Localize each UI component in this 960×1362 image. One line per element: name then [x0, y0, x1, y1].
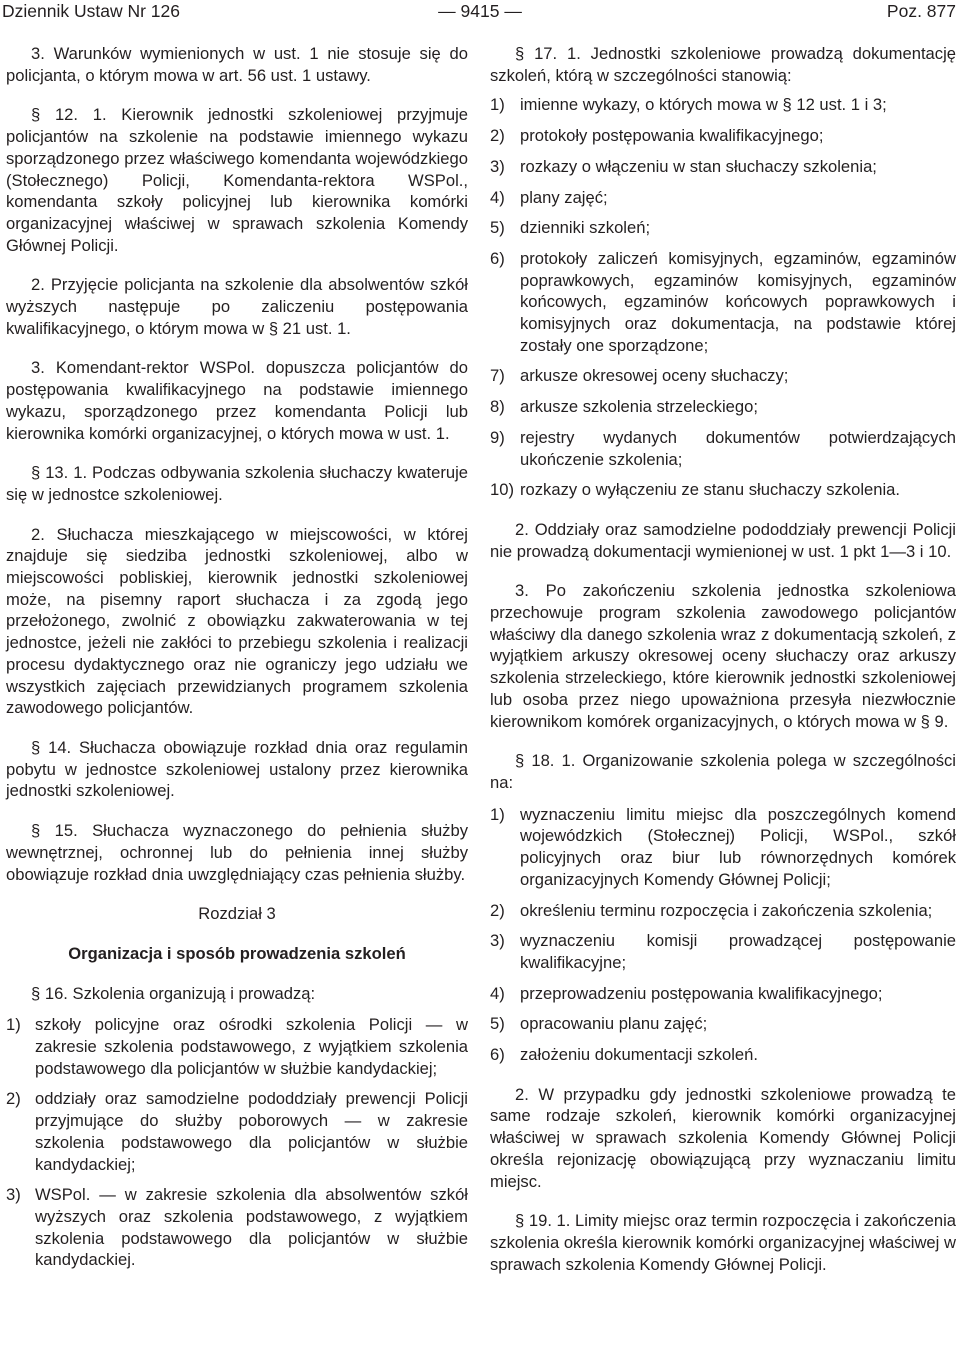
list-item-number: 4)	[490, 983, 505, 1003]
list-item-number: 1)	[490, 95, 505, 115]
list-item-text: imienne wykazy, o których mowa w § 12 ust. 1 i 3;	[520, 95, 887, 115]
chapter-title: Organizacja i sposób prowadzenia szkoleń	[68, 943, 406, 963]
list-item-text: założeniu dokumentacji szkoleń.	[520, 1045, 758, 1065]
list-section-18	[490, 804, 956, 1066]
list-item-number: 2)	[6, 1089, 21, 1109]
list-item-number: 8)	[490, 397, 505, 417]
list-item-text: określeniu terminu rozpoczęcia i zakończenia szkolenia;	[520, 900, 933, 920]
paragraph: 2. Oddziały oraz samodzielne pododdziały prewencji Policji nie prowadzą dokumentacji wymienionej w ust. 1 pkt 1—3 i 10.	[490, 519, 956, 561]
list-item	[490, 479, 956, 501]
list-item-text: wyznaczeniu komisji prowadzącej postępowanie kwalifikacyjne;	[520, 931, 956, 972]
list-item	[490, 804, 956, 891]
list-item-number: 3)	[6, 1185, 21, 1205]
section-15: § 15. Słuchacza wyznaczonego do pełnienia służby wewnętrznej, ochronnej lub do pełnienia innej służby obowiązuje rozkład dnia uwzględniający czas pełnienia służby.	[6, 821, 468, 884]
list-item-number: 6)	[490, 1045, 505, 1065]
position-number: Poz. 877	[886, 1, 956, 21]
list-item-text: rozkazy o wyłączeniu ze stanu słuchaczy szkolenia.	[520, 480, 900, 500]
list-item-number: 4)	[490, 187, 505, 207]
section-17: § 17. 1. Jednostki szkoleniowe prowadzą dokumentację szkoleń, którą w szczególności stanowią:	[490, 44, 956, 85]
list-item-text: przeprowadzeniu postępowania kwalifikacyjnego;	[520, 983, 883, 1003]
list-item-number: 1)	[490, 804, 505, 824]
list-item	[490, 983, 956, 1005]
list-item-text: dzienniki szkoleń;	[520, 218, 651, 238]
section-12: § 12. 1. Kierownik jednostki szkoleniowej przyjmuje policjantów na szkolenie na podstawie imiennego wykazu sporządzonego przez właściwego komendanta wojewódzkiego (Stołecznego) Policji, Komendanta-rektora WSPol., komendanta szkoły policyjnej lub kierownika komórki organizacyjnej właściwej w sprawach szkolenia Komendy Głównej Policji.	[6, 105, 468, 255]
list-item	[490, 1013, 956, 1035]
list-item	[490, 900, 956, 922]
list-item-number: 7)	[490, 366, 505, 386]
list-item-text: arkusze okresowej oceny słuchaczy;	[520, 366, 789, 386]
paragraph: 3. Komendant-rektor WSPol. dopuszcza policjantów do postępowania kwalifikacyjnego na podstawie imiennego wykazu, sporządzonego przez komendanta Policji lub kierownika komórki organizacyjnej, o których mowa w ust. 1.	[6, 358, 468, 443]
list-item	[490, 217, 956, 239]
list-item-number: 3)	[490, 156, 505, 176]
list-item-text: wyznaczeniu limitu miejsc dla poszczególnych komend wojewódzkich (Stołecznej) Policji, WSPol., szkół policyjnych oraz biur lub równorzędnych komórek organizacyjnych Komendy Głównej Policji;	[520, 804, 956, 889]
section-14: § 14. Słuchacza obowiązuje rozkład dnia oraz regulamin pobytu w jednostce szkoleniowej ustalony przez kierownika jednostki szkoleniowej.	[6, 737, 468, 801]
paragraph: 2. W przypadku gdy jednostki szkoleniowe prowadzą te same rodzaje szkoleń, kierownik komórki organizacyjnej właściwej w sprawach szkolenia Komendy Głównej Policji określa rejonizację obowiązującą przy wyznaczaniu limitu miejsc.	[490, 1084, 956, 1191]
page-number: — 9415 —	[438, 1, 522, 21]
paragraph: 3. Warunków wymienionych w ust. 1 nie stosuje się do policjanta, o którym mowa w art. 56 ust. 1 ustawy.	[6, 44, 468, 85]
list-item-number: 1)	[6, 1015, 21, 1035]
list-item-number: 6)	[490, 248, 505, 268]
list-item	[490, 427, 956, 470]
list-item-number: 5)	[490, 1014, 505, 1034]
section-19: § 19. 1. Limity miejsc oraz termin rozpoczęcia i zakończenia szkolenia określa kierownik komórki organizacyjnej właściwej w sprawach szkolenia Komendy Głównej Policji.	[490, 1211, 956, 1274]
section-13: § 13. 1. Podczas odbywania szkolenia słuchaczy kwateruje się w jednostce szkoleniowej.	[6, 463, 468, 504]
list-item-text: rozkazy o włączeniu w stan słuchaczy szkolenia;	[520, 156, 877, 176]
page-header	[0, 0, 960, 22]
list-item-text: opracowaniu planu zajęć;	[520, 1014, 708, 1034]
list-item-text: oddziały oraz samodzielne pododdziały prewencji Policji przyjmujące do służby poborowych — w zakresie szkolenia podstawowego dla policjantów w służbie kandydackiej;	[35, 1089, 468, 1174]
list-item-text: rejestry wydanych dokumentów potwierdzających ukończenie szkolenia;	[520, 427, 956, 469]
list-item-number: 9)	[490, 427, 505, 447]
list-item	[6, 1014, 468, 1079]
list-item-number: 10)	[490, 480, 514, 500]
right-column	[490, 43, 956, 1275]
list-item	[490, 94, 956, 116]
paragraph: 2. Przyjęcie policjanta na szkolenie dla absolwentów szkół wyższych następuje po zaliczeniu postępowania kwalifikacyjnego, o którym mowa w § 21 ust. 1.	[6, 275, 468, 338]
chapter-number: Rozdział 3	[198, 904, 276, 924]
section-18: § 18. 1. Organizowanie szkolenia polega w szczególności na:	[490, 751, 956, 792]
list-item-text: plany zajęć;	[520, 187, 608, 207]
list-item-number: 2)	[490, 900, 505, 920]
list-item-text: protokoły postępowania kwalifikacyjnego;	[520, 126, 824, 146]
journal-name: Dziennik Ustaw Nr 126	[2, 1, 180, 21]
list-item-text: szkoły policyjne oraz ośrodki szkolenia Policji — w zakresie szkolenia podstawowego, z wyjątkiem szkolenia podstawowego dla policjantów w służbie kandydackiej;	[35, 1015, 468, 1078]
list-item-text: protokoły zaliczeń komisyjnych, egzaminów, egzaminów poprawkowych, egzaminów komisyjnych, egzaminów końcowych, egzaminów końcowych poprawkowych i komisyjnych oraz dokumentacja, na podstawie której zostały one sporządzone;	[520, 248, 956, 355]
list-item	[490, 187, 956, 209]
section-16: § 16. Szkolenia organizują i prowadzą:	[31, 983, 316, 1003]
list-item	[490, 1044, 956, 1066]
list-item	[490, 248, 956, 357]
list-item	[6, 1088, 468, 1175]
paragraph: 3. Po zakończeniu szkolenia jednostka szkoleniowa przechowuje program szkolenia zawodowego policjantów właściwy dla danego szkolenia wraz z dokumentacją szkoleń, z wyjątkiem arkuszy okresowej oceny słuchaczy oraz arkuszy szkolenia strzeleckiego, które kierownik jednostki szkoleniowej lub osoba przez niego upoważniona przesyła niezwłocznie kierownikom komórek organizacyjnych, o których mowa w § 9.	[490, 581, 956, 731]
list-item	[490, 156, 956, 178]
list-item	[6, 1184, 468, 1271]
list-section-17	[490, 94, 956, 501]
list-item-number: 2)	[490, 126, 505, 146]
left-column	[6, 43, 468, 1271]
paragraph: 2. Słuchacza mieszkającego w miejscowości, w której znajduje się siedziba jednostki szkoleniowej, albo w miejscowości pobliskiej, kierownik jednostki szkoleniowej może, na pisemny raport słuchacza i za zgodą jego przełożonego, zwolnić z obowiązku zakwaterowania w tej jednostce, jeżeli nie zakłóci to przebiegu szkolenia i realizacji procesu dydaktycznego oraz nie ograniczy jego udziału we wszystkich zajęciach przewidzianych programem szkolenia zawodowego policjantów.	[6, 524, 468, 718]
list-item-text: WSPol. — w zakresie szkolenia dla absolwentów szkół wyższych oraz szkolenia podstawowego, z wyjątkiem szkolenia podstawowego dla policjantów w służbie kandydackiej.	[35, 1185, 468, 1270]
list-section-16	[6, 1014, 468, 1271]
list-item-number: 3)	[490, 931, 505, 951]
list-item-text: arkusze szkolenia strzeleckiego;	[520, 397, 758, 417]
list-item	[490, 930, 956, 973]
list-item	[490, 125, 956, 147]
list-item	[490, 365, 956, 387]
list-item-number: 5)	[490, 218, 505, 238]
list-item	[490, 396, 956, 418]
